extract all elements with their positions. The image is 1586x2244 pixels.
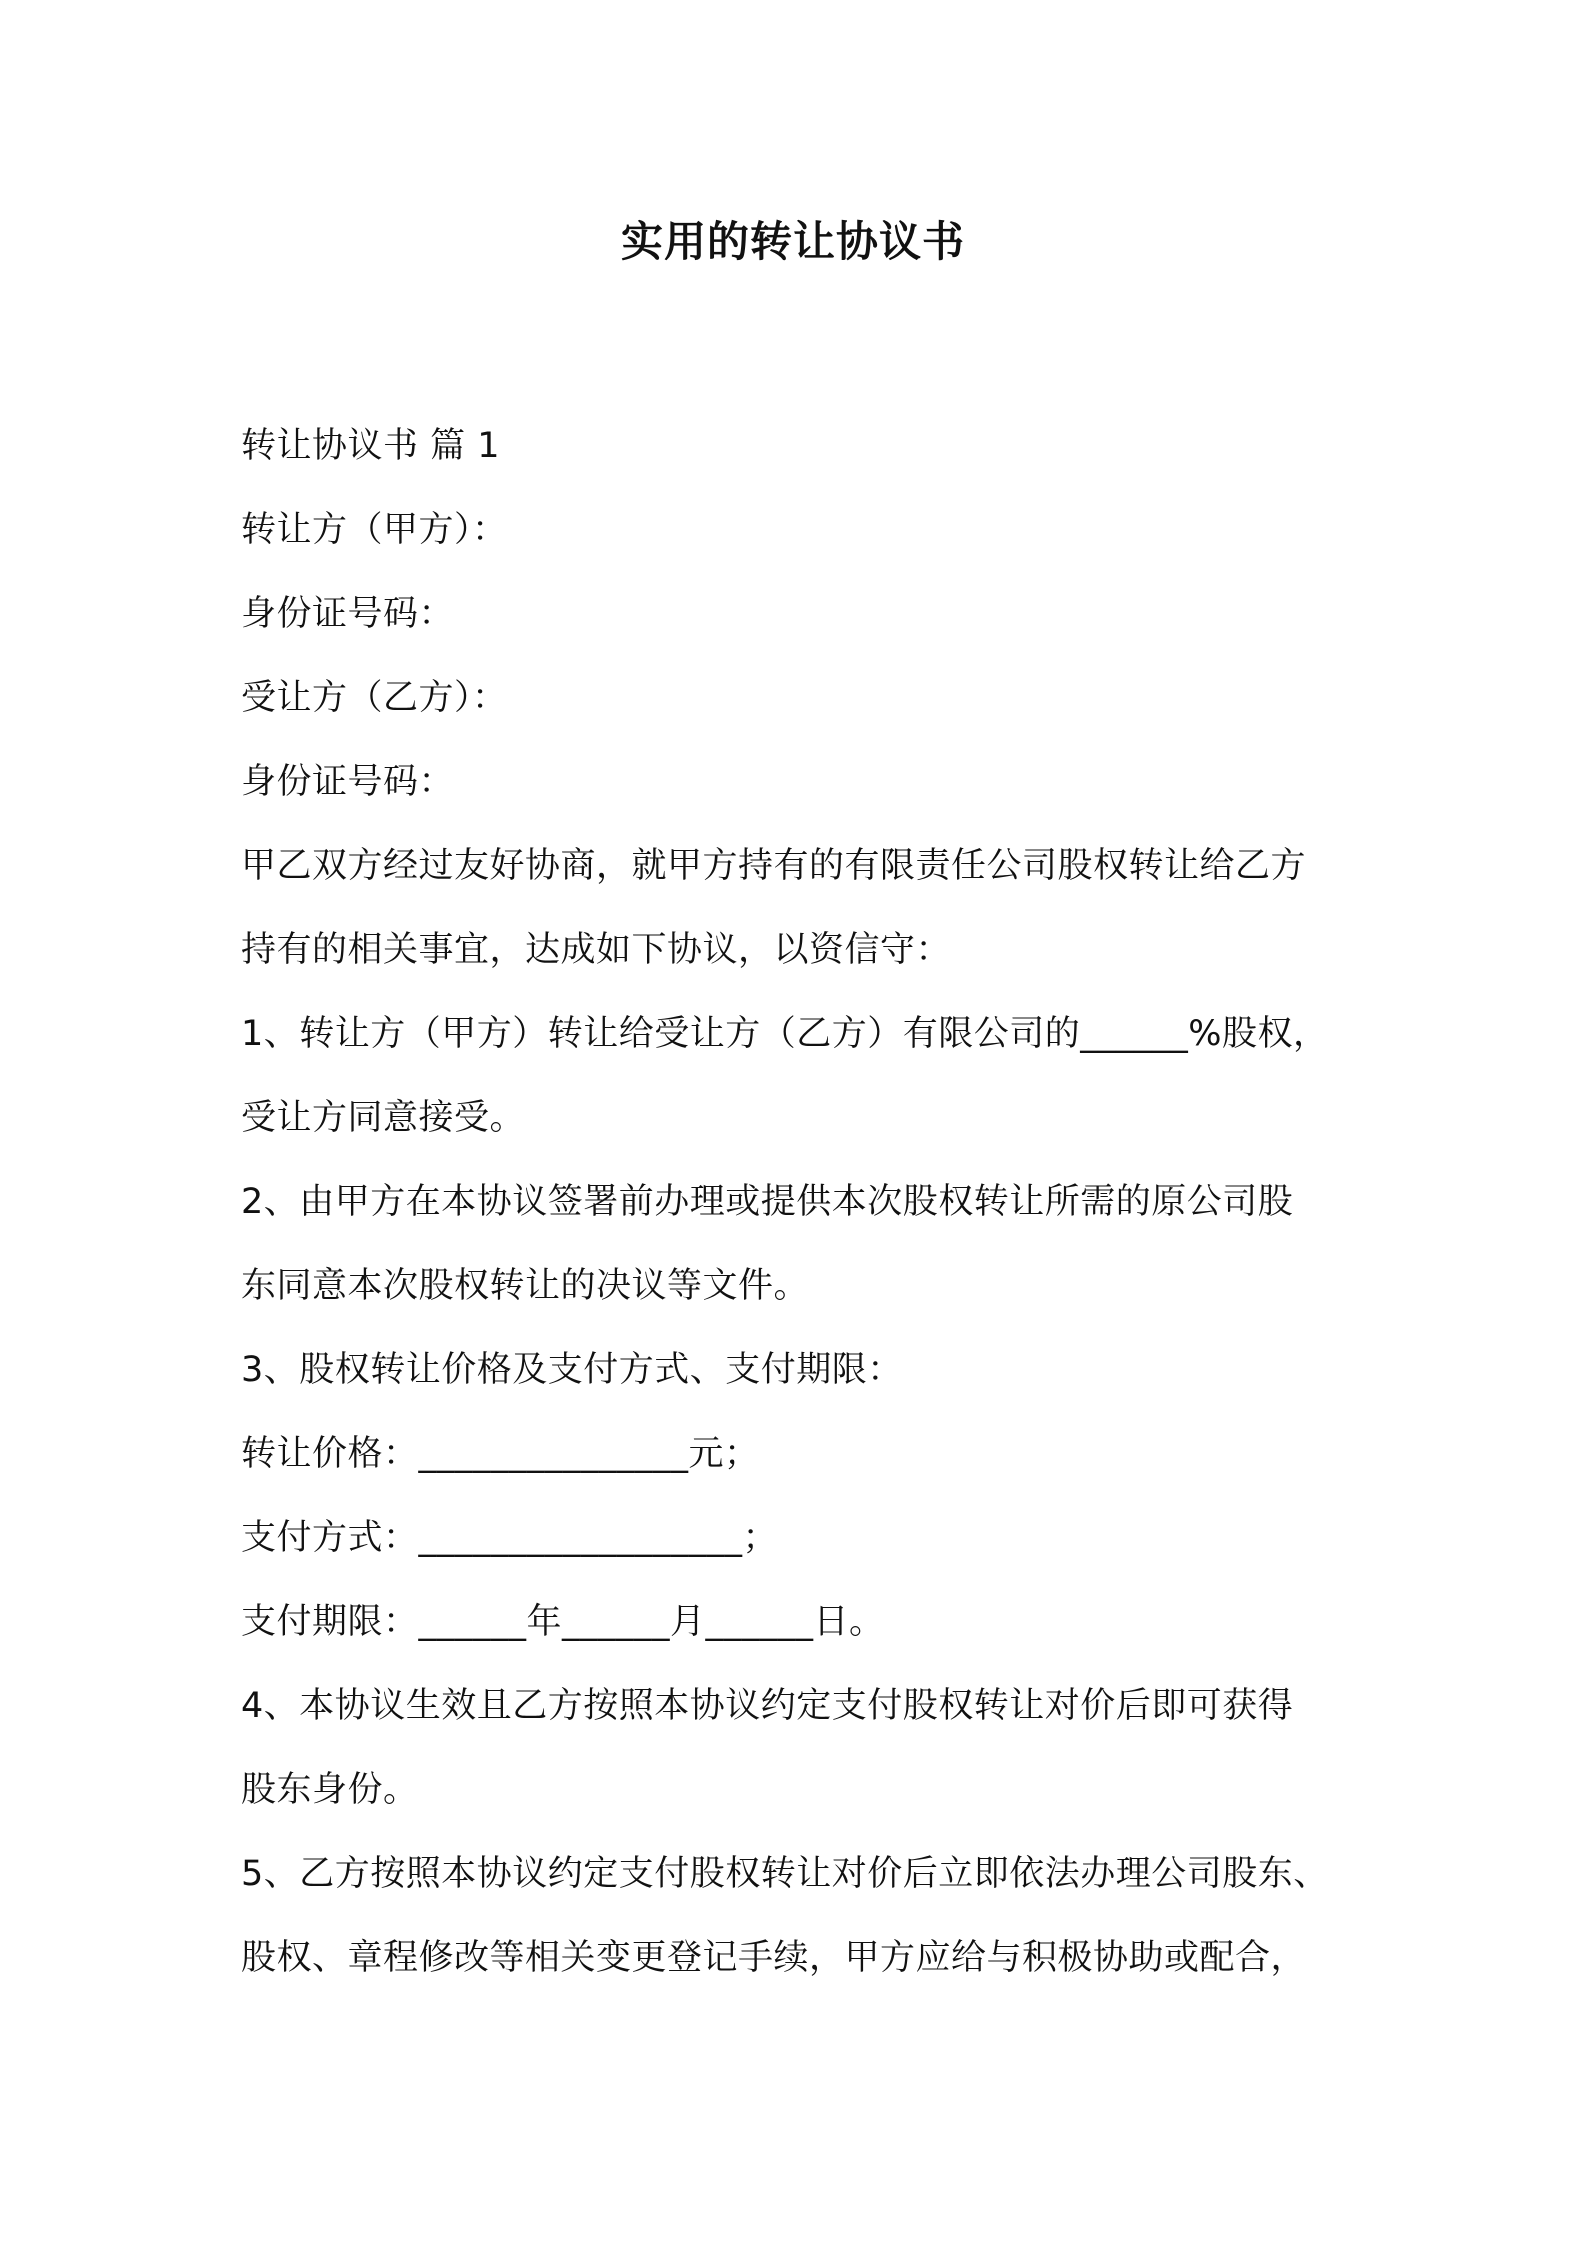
paragraph-line: 2、由甲方在本协议签署前办理或提供本次股权转让所需的原公司股: [241, 1182, 1294, 1222]
paragraph-line: 4、本协议生效且乙方按照本协议约定支付股权转让对价后即可获得: [241, 1686, 1294, 1726]
paragraph-line: 5、乙方按照本协议约定支付股权转让对价后立即依法办理公司股东、: [241, 1854, 1329, 1894]
document-body: [241, 404, 1361, 2000]
paragraph-line: 身份证号码：: [241, 594, 455, 634]
paragraph-line: 支付方式：__________________；: [241, 1518, 779, 1558]
paragraph-line: 股东身份。: [241, 1770, 419, 1810]
paragraph-line: 转让协议书 篇 1: [241, 426, 501, 466]
paragraph-line: 1、转让方（甲方）转让给受让方（乙方）有限公司的______%股权，: [241, 1014, 1329, 1054]
paragraph-line: 股权、章程修改等相关变更登记手续，甲方应给与积极协助或配合，: [241, 1938, 1307, 1978]
paragraph-line: 甲乙双方经过友好协商，就甲方持有的有限责任公司股权转让给乙方: [241, 846, 1307, 886]
paragraph-line: 转让价格：_______________元；: [241, 1434, 760, 1474]
paragraph-line: 受让方（乙方）：: [241, 678, 508, 718]
paragraph-line: 持有的相关事宜，达成如下协议，以资信守：: [241, 930, 952, 970]
paragraph-line: 3、股权转让价格及支付方式、支付期限：: [241, 1350, 903, 1390]
document-title: 实用的转让协议书: [620, 217, 965, 266]
paragraph-line: 受让方同意接受。: [241, 1098, 526, 1138]
paragraph-line: 东同意本次股权转让的决议等文件。: [241, 1266, 810, 1306]
paragraph-line: 转让方（甲方）：: [241, 510, 508, 550]
paragraph-line: 支付期限：______年______月______日。: [241, 1602, 885, 1642]
paragraph-line: 身份证号码：: [241, 762, 455, 802]
